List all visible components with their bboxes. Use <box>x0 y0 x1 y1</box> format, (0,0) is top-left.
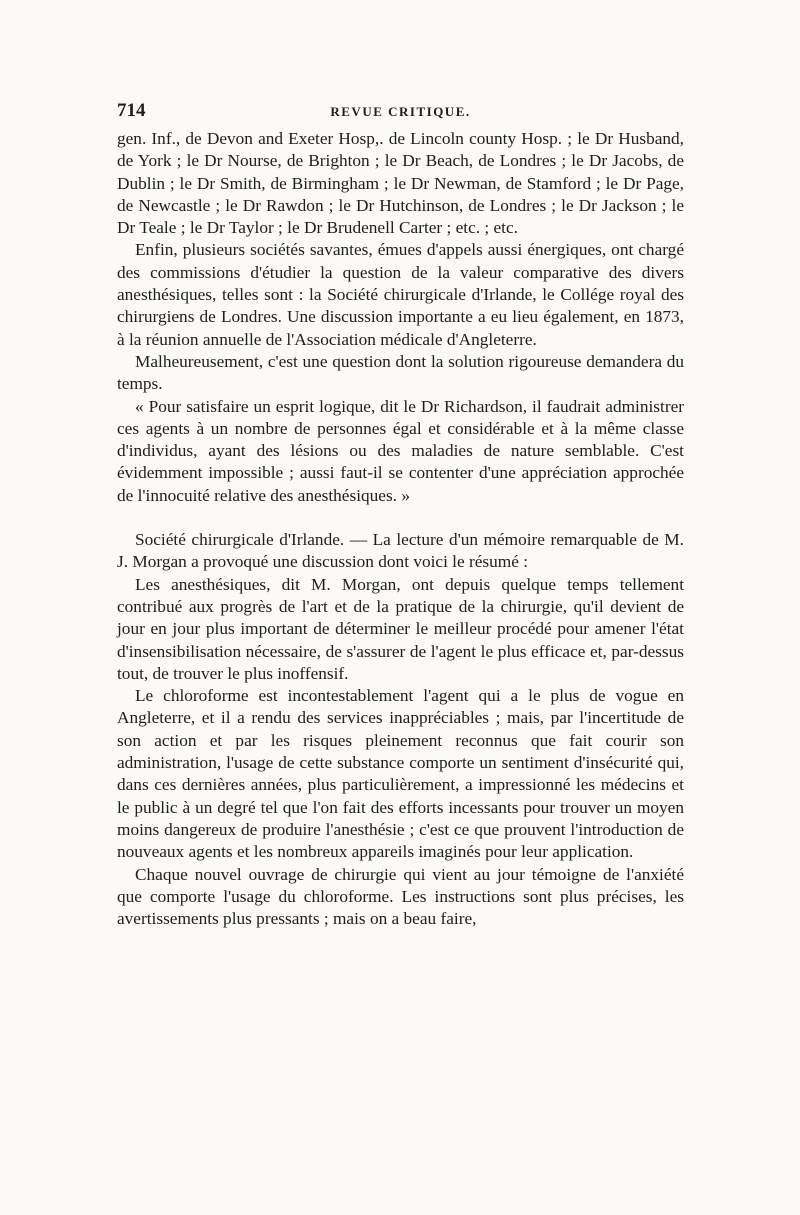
paragraph-societe-irlande: Société chirurgicale d'Irlande. — La lecture d'un mémoire remarquable de M. J. Morgan a provoqué une discussion dont voici le résumé : <box>117 530 684 572</box>
paragraph-chaque-ouvrage: Chaque nouvel ouvrage de chirurgie qui vient au jour témoigne de l'anxiété que comporte l'usage du chloroforme. Les instructions sont plus précises, les avertissements plus pressants ; mais on a beau faire, <box>117 864 684 929</box>
paragraph-anesthesiques: Les anesthésiques, dit M. Morgan, ont depuis quelque temps tellement contribué aux progrès de l'art et de la pratique de la chirurgie, qu'il devient de jour en jour plus important de déterminer le meilleur procédé pour amener l'état d'insensibilisation nécessaire, de s'assurer de l'agent le plus efficace et, par-dessus tout, de trouver le plus inoffensif. <box>117 574 684 683</box>
page-header <box>117 100 684 124</box>
paragraph-unfortunately: Malheureusement, c'est une question dont la solution rigoureuse demandera du temps. <box>117 351 684 394</box>
paragraph-hospital-list: gen. Inf., de Devon and Exeter Hosp,. de Lincoln county Hosp. ; le Dr Husband, de York ; le Dr Nourse, de Brighton ; le Dr Beach, de Londres ; le Dr Jacobs, de Dublin ; le Dr Smith, de Birmingham ; le Dr Newman, de Stamford ; le Dr Page, de Newcastle ; le Dr Rawdon ; le Dr Hutchinson, de Londres ; le Dr Jackson ; le Dr Teale ; le Dr Taylor ; le Dr Brudenell Carter ; etc. ; etc. <box>117 129 684 238</box>
paragraph-learned-societies: Enfin, plusieurs sociétés savantes, émues d'appels aussi énergiques, ont chargé des commissions d'étudier la question de la valeur comparative des divers anesthésiques, telles sont : la Société chirurgicale d'Irlande, le Collége royal des chirurgiens de Londres. Une discussion importante a eu lieu également, en 1873, à la réunion annuelle de l'Association médicale d'Angleterre. <box>117 240 684 349</box>
paragraph-chloroforme: Le chloroforme est incontestablement l'agent qui a le plus de vogue en Angleterre, et il a rendu des services inappréciables ; mais, par l'incertitude de son action et par les risques pleinement reconnus que fait courir son administration, l'usage de cette substance comporte un sentiment d'insécurité qui, dans ces dernières années, plus particulièrement, a impressionné les médecins et le public à un degré tel que l'on fait des efforts incessants pour trouver un moyen moins dangereux de produire l'anesthésie ; c'est ce que prouvent l'introduction de nouveaux agents et les nombreux appareils imaginés pour leur application. <box>117 686 684 862</box>
page-number: 714 <box>117 100 146 121</box>
running-head: REVUE CRITIQUE. <box>330 104 471 119</box>
paragraph-richardson-quote: « Pour satisfaire un esprit logique, dit le Dr Richardson, il faudrait administrer ces agents à un nombre de personnes égal et considérable et à la même classe d'individus, ayant des lésions ou des maladies de nature semblable. C'est évidemment impossible ; aussi faut-il se contenter d'une appréciation approchée de l'innocuité relative des anesthésiques. » <box>117 396 684 505</box>
body-text <box>117 128 684 930</box>
